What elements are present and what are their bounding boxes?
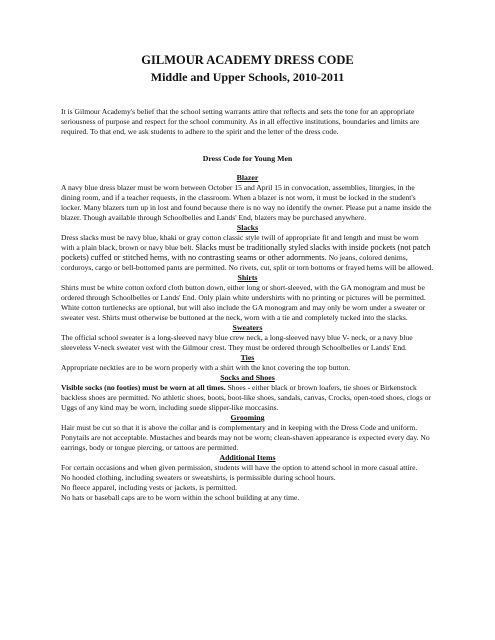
blazer-text: A navy blue dress blazer must be worn between October 15 and April 15 in convocation, assemblies, liturgies, in the dining room, and if a teacher requests, in the classroom. When a blazer is not worn, it must be locked in the student's locker. Many blazers turn up in lost and found because there is no way no identify the owner. Please put a name inside the blazer. Though available through Schoolbelles and Lands' End, blazers may be purchased anywhere. [61, 183, 432, 222]
socks-lead: Visible socks (no footies) must be worn at all times. [61, 383, 226, 392]
slacks-text-c: No jeans, colored denims, corduroys, cargo or bell-bottomed pants are permitted. No rivets, cut, split or torn bottoms or frayed hems will be allowed. [61, 253, 434, 272]
grooming-heading: Grooming [230, 413, 265, 422]
document-title: GILMOUR ACADEMY DRESS CODE [141, 53, 354, 67]
socks-text: Shoes - either black or brown loafers, tie shoes or Birkenstock backless shoes are permitted. No athletic shoes, boots, boot-like shoes, sandals, canvas, Crocks, open-toed shoes, clogs or Uggs of any kind may be worn, including suede slipper-like moccasins. [61, 383, 431, 412]
slacks-text-a: Dress slacks must be navy blue, khaki or gray cotton classic style twill of appropriate fit and length and must be worn with a plain black, brown or navy blue belt. [61, 233, 419, 252]
ties-text: Appropriate neckties are to be worn properly with a shirt with the knot covering the top button. [61, 363, 351, 372]
slacks-text-b: Slacks must be traditionally styled slacks with inside pockets (not patch pockets) cuffed or stitched hems, with no contrasting seams or other adornments. [61, 243, 431, 262]
blazer-heading: Blazer [236, 173, 259, 182]
additional-heading: Additional Items [219, 453, 276, 462]
ties-heading: Ties [240, 353, 255, 362]
sweaters-text: The official school sweater is a long-sleeved navy blue crew neck, a long-sleeved navy blue V- neck, or a navy blue sleeveless V-neck sweater vest with the Gilmour crest. They must be ordered through Schoolbelles or Lands' End. [61, 333, 413, 352]
slacks-paragraph [61, 233, 434, 273]
socks-paragraph [61, 383, 434, 413]
additional-line-3: No fleece apparel, including vests or jackets, is permitted. [61, 483, 238, 492]
shirts-heading: Shirts [237, 273, 258, 282]
additional-line-2: No hooded clothing, including sweaters or sweatshirts, is permissible during school hours. [61, 473, 336, 482]
sweaters-heading: Sweaters [232, 323, 263, 332]
additional-line-1: For certain occasions and when given permission, students will have the option to attend school in more casual attire. [61, 463, 418, 472]
intro-paragraph: It is Gilmour Academy's belief that the school setting warrants attire that reflects and sets the tone for an appropriate seriousness of purpose and respect for the school community. As in all effective institutions, boundaries and limits are required. To that end, we ask students to adhere to the spirit and the letter of the dress code. [61, 107, 420, 136]
shirts-text: Shirts must be white cotton oxford cloth button down, either long or short-sleeved, with the GA monogram and must be ordered through Schoolbelles or Lands' End. Only plain white undershirts with no printing or pictures will be permitted. White cotton turtlenecks are optional, but will also include the GA monogram and may only be worn under a sweater or sweater vest. Shirts must otherwise be buttoned at the neck, worn with a tie and completely tucked into the slacks. [61, 283, 426, 322]
document-subtitle: Middle and Upper Schools, 2010-2011 [150, 70, 345, 84]
grooming-text: Hair must be cut so that it is above the collar and is complementary and in keeping with the Dress Code and uniform. Ponytails are not acceptable. Mustaches and beards may not be worn; clean-shaven appearance is expected every day. No earrings, body or tongue piercing, or tattoos are permitted. [61, 423, 430, 452]
slacks-heading: Slacks [236, 223, 259, 232]
additional-line-4: No hats or baseball caps are to be worn within the school building at any time. [61, 493, 300, 502]
section-title: Dress Code for Young Men [202, 154, 293, 163]
socks-heading: Socks and Shoes [220, 373, 275, 382]
